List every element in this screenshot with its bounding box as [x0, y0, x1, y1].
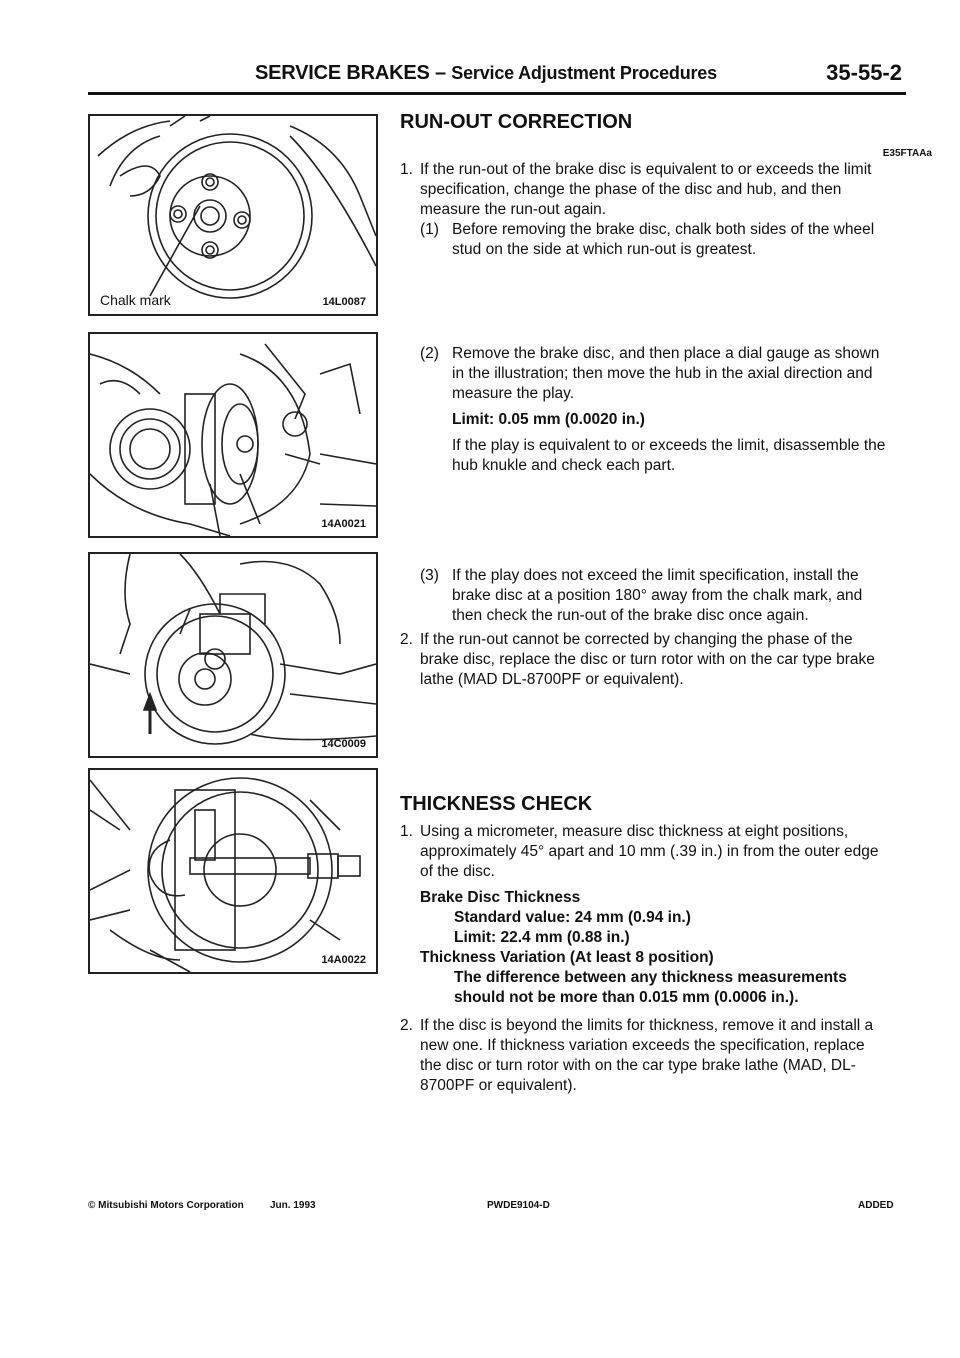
variation-spec: The difference between any thickness measurements should not be more than 0.015 mm (0.0006 in.). — [454, 969, 847, 1006]
header-rule — [88, 92, 906, 95]
substep-text: If the play is equivalent to or exceeds the limit, disassemble the hub knukle and check each part. — [452, 437, 886, 474]
figure-code: 14C0009 — [321, 738, 366, 750]
runout-substep-3 — [400, 566, 890, 690]
spec-block — [400, 888, 890, 1008]
figure-runout-measure — [88, 552, 378, 758]
figure-code: 14A0022 — [321, 954, 366, 966]
section-thickness-check — [400, 794, 890, 1096]
step-text: If the run-out of the brake disc is equivalent to or exceeds the limit specification, change the phase of the disc and hub, and then measure the run-out again. — [420, 161, 872, 218]
figure-code: 14L0087 — [322, 296, 366, 308]
micrometer-illustration — [90, 770, 376, 972]
substep-number: (3) — [420, 567, 439, 584]
runout-dial-gauge-illustration — [90, 554, 376, 756]
substep-text: Before removing the brake disc, chalk both sides of the wheel stud on the side at which run-out is greatest. — [452, 221, 875, 258]
section-title: RUN-OUT CORRECTION — [400, 111, 633, 133]
header-title-main: SERVICE BRAKES – — [255, 62, 452, 84]
step-number: 2. — [400, 631, 413, 648]
section-code: E35FTAAa — [882, 148, 932, 159]
brake-disc-illustration — [90, 116, 376, 314]
footer-doc-code: PWDE9104-D — [487, 1200, 550, 1211]
substep-number: (2) — [420, 345, 439, 362]
header-title-sub: Service Adjustment Procedures — [451, 63, 717, 83]
runout-step-1 — [400, 160, 890, 260]
step-number: 1. — [400, 161, 413, 178]
figure-chalk-mark — [88, 114, 378, 316]
footer-status: ADDED — [858, 1200, 894, 1211]
figure-code: 14A0021 — [321, 518, 366, 530]
page-header-title — [255, 62, 717, 85]
spec-limit: Limit: 22.4 mm (0.88 in.) — [454, 929, 630, 946]
spec-standard-value: Standard value: 24 mm (0.94 in.) — [454, 909, 691, 926]
footer-copyright: © Mitsubishi Motors Corporation — [88, 1200, 244, 1211]
page-number: 35-55-2 — [826, 60, 902, 85]
limit-spec: Limit: 0.05 mm (0.0020 in.) — [452, 411, 645, 428]
substep-text: If the play does not exceed the limit specification, install the brake disc at a position 180° away from the chalk mark, and then check the run-out of the brake disc once again. — [452, 567, 863, 624]
variation-heading: Thickness Variation (At least 8 position) — [420, 949, 714, 966]
spec-heading: Brake Disc Thickness — [420, 889, 581, 906]
footer-date: Jun. 1993 — [270, 1200, 316, 1211]
step-text: If the run-out cannot be corrected by changing the phase of the brake disc, replace the disc or turn rotor with on the car type brake lathe (MAD DL-8700PF or equivalent). — [420, 631, 875, 688]
figure-callout-chalk-mark: Chalk mark — [100, 292, 171, 308]
figure-thickness-micrometer — [88, 768, 378, 974]
section-runout-correction — [400, 112, 890, 132]
runout-substep-2 — [400, 344, 890, 476]
hub-dial-gauge-illustration — [90, 334, 376, 536]
step-text: Using a micrometer, measure disc thickness at eight positions, approximately 45° apart and 10 mm (.39 in.) in from the outer edge of the disc. — [420, 823, 879, 880]
substep-text: Remove the brake disc, and then place a dial gauge as shown in the illustration; then move the hub in the axial direction and measure the play. — [452, 345, 880, 402]
step-text: If the disc is beyond the limits for thickness, remove it and install a new one. If thickness variation exceeds the specification, replace the disc or turn rotor with on the car type brake lathe (MAD, DL-8700PF or equivalent). — [420, 1017, 874, 1094]
step-number: 1. — [400, 823, 413, 840]
step-number: 2. — [400, 1017, 413, 1034]
substep-number: (1) — [420, 221, 439, 238]
figure-hub-play — [88, 332, 378, 538]
section-title: THICKNESS CHECK — [400, 793, 593, 815]
